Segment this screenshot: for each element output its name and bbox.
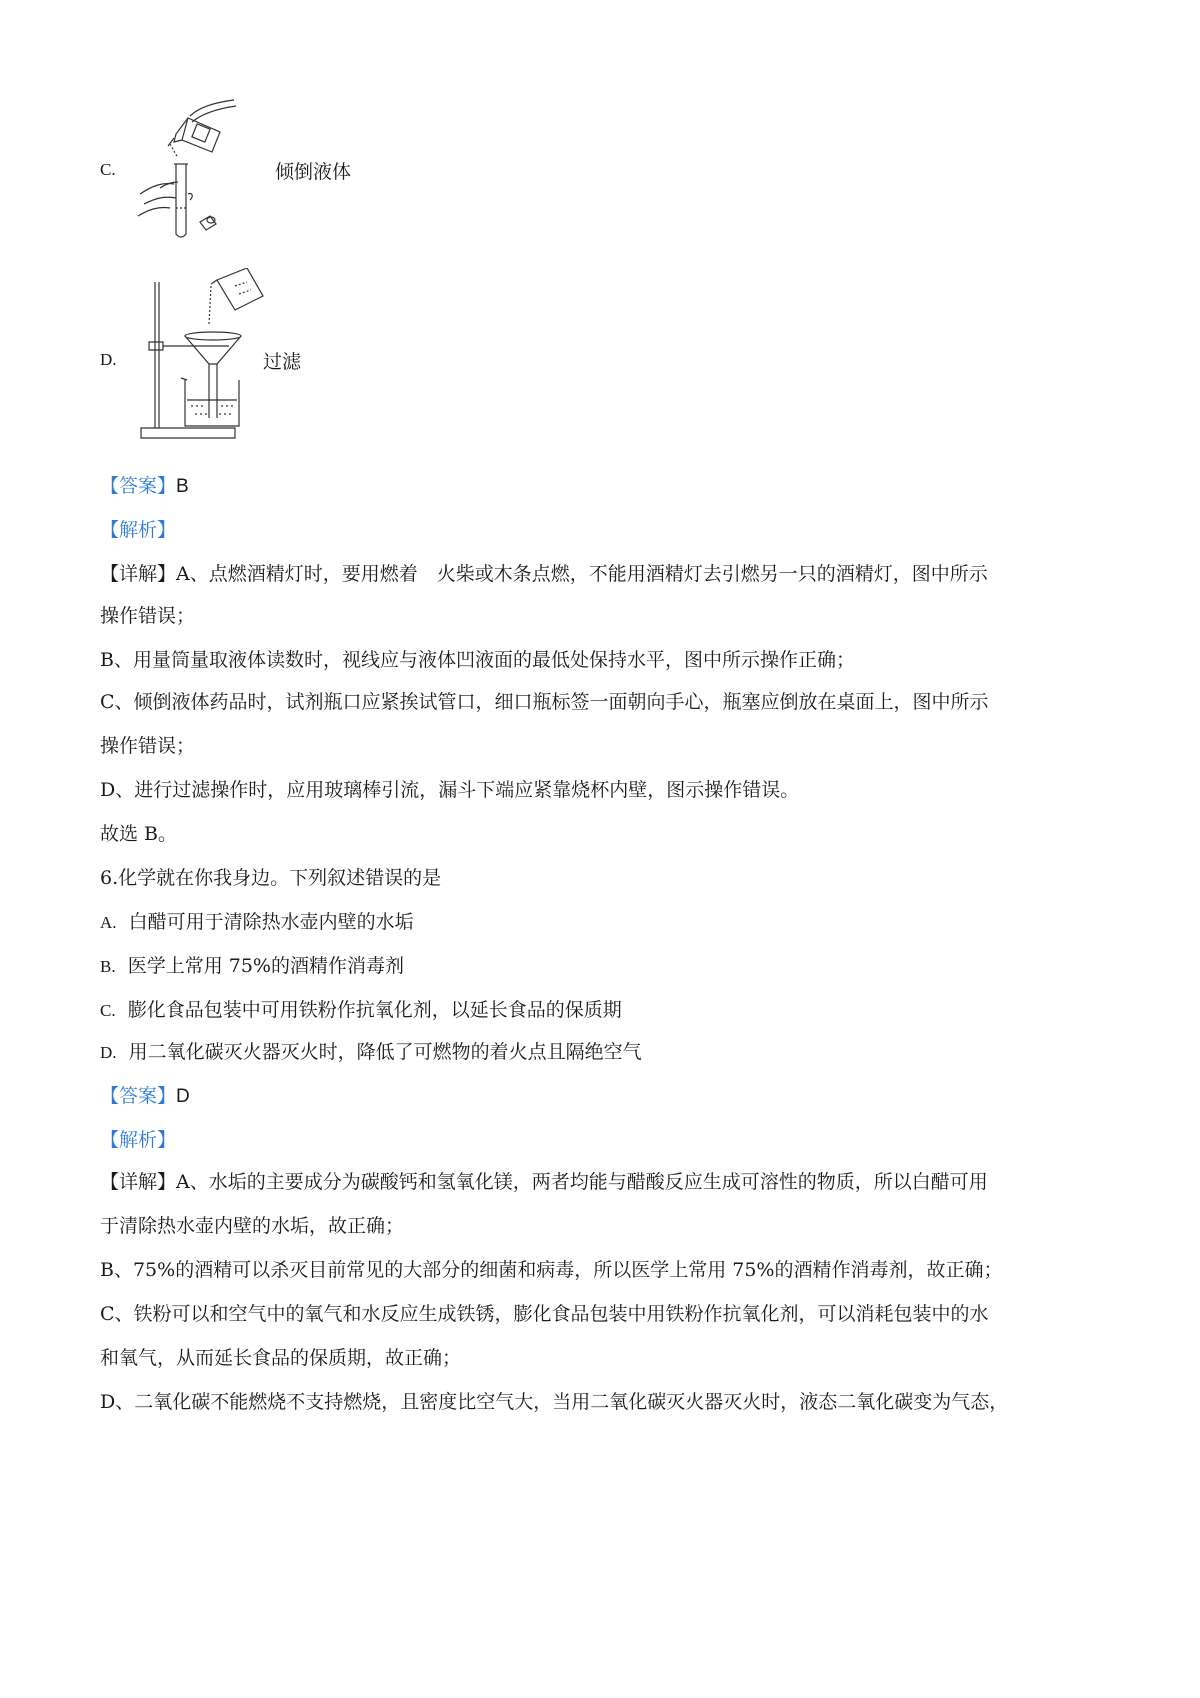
q5-detail-line-6: D、进行过滤操作时，应用玻璃棒引流，漏斗下端应紧靠烧杯内壁，图示操作错误。 — [100, 779, 800, 801]
option-text: 白醋可用于清除热水壶内壁的水垢 — [128, 911, 414, 933]
option-c-letter: C. — [100, 160, 116, 179]
filtration-illustration — [135, 268, 270, 443]
option-text: 膨化食品包装中可用铁粉作抗氧化剂，以延长食品的保质期 — [127, 999, 622, 1021]
pouring-liquid-figure — [130, 98, 250, 243]
pouring-liquid-illustration — [130, 98, 250, 243]
q6-answer-line — [100, 1084, 190, 1109]
q5-detail-line-2: 操作错误； — [100, 605, 196, 627]
q5-detail-line-5: 操作错误； — [100, 735, 196, 757]
option-letter: A. — [100, 913, 117, 932]
answer-value: D — [176, 1086, 190, 1107]
option-d-label: 过滤 — [263, 351, 302, 373]
answer-tag: 【答案】 — [100, 1085, 177, 1107]
option-letter: C. — [100, 1001, 116, 1020]
option-letter: B. — [100, 957, 116, 976]
option-c-label: 倾倒液体 — [275, 161, 352, 183]
q6-detail-line-2: 于清除热水壶内壁的水垢，故正确； — [100, 1215, 405, 1237]
detail-text: A、点燃酒精灯时，要用燃着 火柴或木条点燃，不能用酒精灯去引燃另一只的酒精灯，图中所示 — [176, 563, 988, 585]
answer-value: B — [176, 476, 189, 497]
q6-option-c — [100, 998, 622, 1023]
detail-text: A、水垢的主要成分为碳酸钙和氢氧化镁，两者均能与醋酸反应生成可溶性的物质，所以白醋可用 — [176, 1171, 988, 1193]
q5-detail-line-4: C、倾倒液体药品时，试剂瓶口应紧挨试管口，细口瓶标签一面朝向手心，瓶塞应倒放在桌面上，图中所示 — [100, 691, 989, 713]
q6-detail-line-6: D、二氧化碳不能燃烧不支持燃烧，且密度比空气大，当用二氧化碳灭火器灭火时，液态二氧化碳变为气态， — [100, 1391, 1009, 1413]
detail-tag: 【详解】 — [100, 1171, 177, 1193]
q6-option-a — [100, 910, 414, 935]
option-text: 用二氧化碳灭火器灭火时，降低了可燃物的着火点且隔绝空气 — [128, 1041, 642, 1063]
q5-conclusion: 故选 B。 — [100, 823, 178, 845]
q6-detail-line-5: 和氧气，从而延长食品的保质期，故正确； — [100, 1347, 462, 1369]
analysis-tag: 【解析】 — [100, 519, 177, 541]
q6-option-b — [100, 954, 404, 979]
q5-detail-line-3: B、用量筒量取液体读数时，视线应与液体凹液面的最低处保持水平，图中所示操作正确； — [100, 649, 855, 671]
option-letter: D. — [100, 1043, 117, 1062]
q6-stem: 6.化学就在你我身边。下列叙述错误的是 — [100, 867, 442, 889]
q6-detail-line-1 — [100, 1170, 988, 1194]
detail-tag: 【详解】 — [100, 563, 177, 585]
analysis-tag: 【解析】 — [100, 1129, 177, 1151]
answer-tag: 【答案】 — [100, 475, 177, 497]
q6-detail-line-3: B、75%的酒精可以杀灭目前常见的大部分的细菌和病毒，所以医学上常用 75%的酒精作消毒剂，故正确； — [100, 1259, 1003, 1281]
filtration-figure — [135, 268, 270, 443]
q6-detail-line-4: C、铁粉可以和空气中的氧气和水反应生成铁锈，膨化食品包装中用铁粉作抗氧化剂，可以消耗包装中的水 — [100, 1303, 989, 1325]
q5-answer-line — [100, 474, 189, 499]
option-d-letter: D. — [100, 350, 117, 369]
option-text: 医学上常用 75%的酒精作消毒剂 — [127, 955, 404, 977]
q6-option-d — [100, 1040, 642, 1065]
q5-detail-line-1 — [100, 562, 988, 586]
